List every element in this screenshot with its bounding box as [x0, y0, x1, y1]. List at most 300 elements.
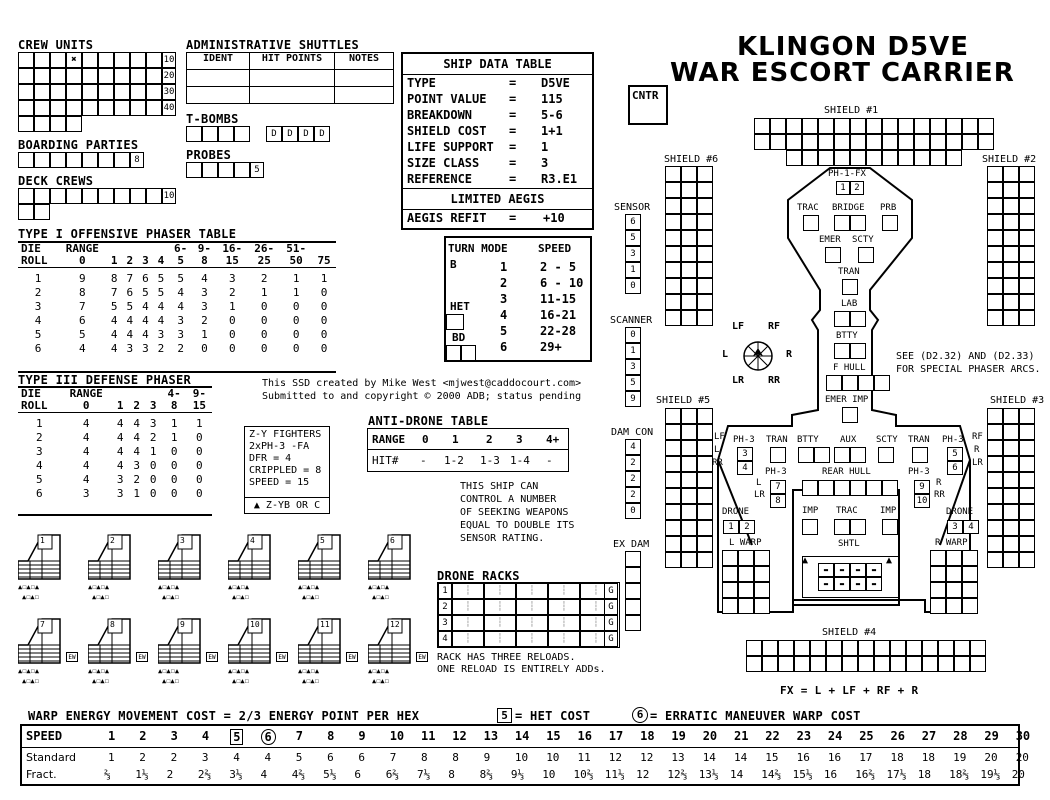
crew-unit-box[interactable] [18, 116, 34, 132]
shield-1-box[interactable] [786, 118, 802, 134]
crew-unit-box[interactable] [82, 100, 98, 116]
shield-1-box[interactable] [946, 134, 962, 150]
crew-unit-box[interactable] [34, 116, 50, 132]
deck-crew-box[interactable] [18, 204, 34, 220]
dummy-tbomb-box[interactable]: D [282, 126, 298, 142]
crew-unit-box[interactable] [66, 116, 82, 132]
lab-box[interactable] [834, 311, 850, 327]
shield-5-box[interactable] [681, 488, 697, 504]
lwarp-box[interactable] [754, 566, 770, 582]
shield-2-box[interactable] [1003, 262, 1019, 278]
crew-unit-box[interactable] [50, 84, 66, 100]
fhull-box[interactable] [826, 375, 842, 391]
shield-4-box[interactable] [954, 640, 970, 656]
crew-unit-box[interactable] [98, 84, 114, 100]
shield-5-box[interactable] [681, 456, 697, 472]
aux-box[interactable] [850, 447, 866, 463]
shield-2-box[interactable] [1003, 166, 1019, 182]
shield-1-box[interactable] [898, 118, 914, 134]
shield-2-box[interactable] [1003, 214, 1019, 230]
crew-unit-box[interactable] [18, 52, 34, 68]
drone-rack-slot[interactable]: ┆ [452, 599, 484, 615]
shield-4-box[interactable] [890, 640, 906, 656]
rwarp-box[interactable] [930, 582, 946, 598]
crew-unit-box[interactable] [34, 68, 50, 84]
exdam-track-box[interactable] [625, 615, 641, 631]
shield-2-box[interactable] [1019, 230, 1035, 246]
boarding-party-box[interactable] [50, 152, 66, 168]
shield-5-box[interactable] [681, 520, 697, 536]
shield-6-box[interactable] [665, 294, 681, 310]
shield-5-box[interactable] [665, 408, 681, 424]
deck-crew-box[interactable] [50, 188, 66, 204]
shield-1-box[interactable] [978, 134, 994, 150]
shield-2-box[interactable] [1019, 294, 1035, 310]
drone-rack-slot[interactable]: ┆ [516, 583, 548, 599]
bridge-box[interactable] [850, 215, 866, 231]
damcon-track-box[interactable]: 4 [625, 439, 641, 455]
crew-unit-box[interactable] [114, 100, 130, 116]
probe-launcher-box[interactable] [882, 215, 898, 231]
sensor-track-box[interactable]: 3 [625, 246, 641, 262]
scanner-track-box[interactable]: 3 [625, 359, 641, 375]
shield-4-box[interactable] [762, 656, 778, 672]
damcon-track-box[interactable]: 2 [625, 487, 641, 503]
crew-unit-box[interactable] [98, 68, 114, 84]
drone-rack-slot[interactable]: ┆ [548, 631, 580, 647]
drone-rack-slot[interactable]: ┆ [580, 599, 612, 615]
bd-box-2[interactable] [460, 345, 476, 361]
shield-4-box[interactable] [778, 640, 794, 656]
crew-unit-box[interactable] [146, 84, 162, 100]
crew-unit-box[interactable] [82, 52, 98, 68]
crew-unit-box[interactable] [82, 84, 98, 100]
shield-1-box[interactable] [882, 134, 898, 150]
boarding-party-box[interactable] [18, 152, 34, 168]
rear-hull-box[interactable] [802, 480, 818, 496]
drone-rack-slot[interactable]: ┆ [580, 615, 612, 631]
lwarp-box[interactable] [722, 550, 738, 566]
shield-4-box[interactable] [794, 656, 810, 672]
ph1-weapon[interactable]: 2 [850, 181, 864, 195]
crew-unit-box[interactable] [50, 52, 66, 68]
trac-aft-box[interactable] [834, 519, 850, 535]
shield-4-box[interactable] [970, 656, 986, 672]
shield-1-box[interactable] [802, 134, 818, 150]
shield-5-box[interactable] [665, 488, 681, 504]
ph3-weapon[interactable]: 9 [914, 480, 930, 494]
shield-4-box[interactable] [746, 656, 762, 672]
shield-3-box[interactable] [1003, 472, 1019, 488]
crew-unit-box[interactable] [146, 52, 162, 68]
shuttle-box[interactable]: ▬ [818, 563, 834, 577]
shield-4-box[interactable] [906, 640, 922, 656]
shield-3-box[interactable] [1019, 488, 1035, 504]
shield-4-box[interactable] [874, 656, 890, 672]
shield-5-box[interactable] [665, 552, 681, 568]
rwarp-box[interactable] [962, 566, 978, 582]
btty-aft-box[interactable] [814, 447, 830, 463]
shield-1-box[interactable] [786, 134, 802, 150]
drone-rack-slot[interactable]: ┆ [484, 615, 516, 631]
imp-box[interactable] [882, 519, 898, 535]
shield-1-box[interactable] [818, 118, 834, 134]
shield-6-box[interactable] [665, 198, 681, 214]
shield-2-box[interactable] [1019, 262, 1035, 278]
sensor-track-box[interactable]: 6 [625, 214, 641, 230]
shield-1-box[interactable] [962, 118, 978, 134]
shuttle-box[interactable]: ▬ [866, 563, 882, 577]
shield-1-box[interactable] [914, 118, 930, 134]
rwarp-box[interactable] [962, 550, 978, 566]
shield-3-box[interactable] [1003, 424, 1019, 440]
shield-5-box[interactable] [665, 456, 681, 472]
rwarp-box[interactable] [946, 566, 962, 582]
shield-2-box[interactable] [1003, 198, 1019, 214]
exdam-track-box[interactable] [625, 551, 641, 567]
crew-unit-box[interactable] [50, 100, 66, 116]
shield-4-box[interactable] [842, 640, 858, 656]
drone-rack-slot[interactable]: ┆ [516, 631, 548, 647]
rwarp-box[interactable] [930, 566, 946, 582]
rwarp-box[interactable] [946, 598, 962, 614]
lwarp-box[interactable] [738, 550, 754, 566]
dummy-tbomb-box[interactable]: D [298, 126, 314, 142]
ph3-weapon[interactable]: 4 [737, 461, 753, 475]
btty-box[interactable] [850, 343, 866, 359]
drone-rack-slot[interactable]: ┆ [452, 615, 484, 631]
btty-box[interactable] [834, 343, 850, 359]
shield-2-box[interactable] [1003, 310, 1019, 326]
shield-3-box[interactable] [1019, 424, 1035, 440]
crew-unit-box[interactable] [66, 68, 82, 84]
shield-6-box[interactable] [665, 310, 681, 326]
sensor-track-box[interactable]: 5 [625, 230, 641, 246]
cntr-box[interactable]: CNTR [628, 85, 668, 125]
shield-4-box[interactable] [954, 656, 970, 672]
deck-crew-box[interactable] [146, 188, 162, 204]
fhull-box[interactable] [858, 375, 874, 391]
shield-3-box[interactable] [1003, 440, 1019, 456]
rear-hull-box[interactable] [882, 480, 898, 496]
shield-1-box[interactable] [930, 134, 946, 150]
crew-unit-box[interactable] [66, 100, 82, 116]
shield-5-box[interactable] [681, 424, 697, 440]
shield-4-box[interactable] [826, 640, 842, 656]
rwarp-box[interactable] [962, 598, 978, 614]
lwarp-box[interactable] [738, 582, 754, 598]
crew-unit-box[interactable] [98, 100, 114, 116]
admin-row[interactable] [187, 70, 393, 87]
drone-rack-slot[interactable]: ┆ [580, 583, 612, 599]
ph3-weapon[interactable]: 6 [947, 461, 963, 475]
sensor-track-box[interactable]: 1 [625, 262, 641, 278]
shield-4-box[interactable] [810, 640, 826, 656]
shield-2-box[interactable] [1019, 310, 1035, 326]
shield-3-box[interactable] [1019, 408, 1035, 424]
shield-4-box[interactable] [938, 640, 954, 656]
crew-unit-box[interactable] [50, 116, 66, 132]
scanner-track-box[interactable]: 0 [625, 327, 641, 343]
shield-4-box[interactable] [794, 640, 810, 656]
crew-unit-box[interactable] [130, 100, 146, 116]
shield-3-box[interactable] [1019, 456, 1035, 472]
crew-unit-box[interactable] [130, 68, 146, 84]
trac-aft-box[interactable] [850, 519, 866, 535]
shield-6-box[interactable] [681, 214, 697, 230]
shield-4-box[interactable] [778, 656, 794, 672]
shield-4-box[interactable] [970, 640, 986, 656]
shield-6-box[interactable] [665, 230, 681, 246]
shield-2-box[interactable] [1019, 182, 1035, 198]
rwarp-box[interactable] [962, 582, 978, 598]
shield-2-box[interactable] [1003, 182, 1019, 198]
exdam-track-box[interactable] [625, 599, 641, 615]
crew-unit-box[interactable]: ✖ [66, 52, 82, 68]
tran-aft2-box[interactable] [912, 447, 928, 463]
shield-2-box[interactable] [1003, 230, 1019, 246]
shield-3-box[interactable] [1019, 520, 1035, 536]
shield-1-box[interactable] [866, 118, 882, 134]
drone-rack-slot[interactable]: ┆ [484, 599, 516, 615]
shield-6-box[interactable] [681, 294, 697, 310]
deck-crew-box[interactable] [18, 188, 34, 204]
shield-1-box[interactable] [866, 134, 882, 150]
lwarp-box[interactable] [738, 598, 754, 614]
exdam-track-box[interactable] [625, 583, 641, 599]
probe-box[interactable] [218, 162, 234, 178]
rwarp-box[interactable] [930, 598, 946, 614]
tbomb-box[interactable] [218, 126, 234, 142]
crew-unit-box[interactable] [130, 84, 146, 100]
drone-rack-slot[interactable]: ┆ [548, 583, 580, 599]
drone-rack-slot[interactable]: ┆ [452, 631, 484, 647]
lwarp-box[interactable] [722, 566, 738, 582]
crew-unit-box[interactable] [146, 68, 162, 84]
damcon-track-box[interactable]: 2 [625, 471, 641, 487]
exdam-track-box[interactable] [625, 567, 641, 583]
shield-4-box[interactable] [874, 640, 890, 656]
fhull-box[interactable] [842, 375, 858, 391]
shield-1-box[interactable] [754, 118, 770, 134]
shield-1-box[interactable] [978, 118, 994, 134]
shield-3-box[interactable] [1003, 552, 1019, 568]
shield-6-box[interactable] [681, 166, 697, 182]
shield-4-box[interactable] [826, 656, 842, 672]
crew-unit-box[interactable] [50, 68, 66, 84]
shield-5-box[interactable] [665, 472, 681, 488]
crew-unit-box[interactable] [114, 84, 130, 100]
shield-1-box[interactable] [962, 134, 978, 150]
deck-crew-box[interactable] [114, 188, 130, 204]
crew-unit-box[interactable] [18, 100, 34, 116]
shield-3-box[interactable] [1019, 552, 1035, 568]
shield-3-box[interactable] [1003, 408, 1019, 424]
drone-rack[interactable]: 2 [739, 520, 755, 534]
boarding-party-box[interactable] [82, 152, 98, 168]
shield-1-box[interactable] [754, 134, 770, 150]
shield-1-box[interactable] [898, 134, 914, 150]
drone-rack[interactable]: 1 [723, 520, 739, 534]
scanner-track-box[interactable]: 1 [625, 343, 641, 359]
shield-1-box[interactable] [882, 118, 898, 134]
shield-1-box[interactable] [770, 134, 786, 150]
boarding-party-box[interactable] [34, 152, 50, 168]
shield-6-box[interactable] [681, 230, 697, 246]
shield-6-box[interactable] [665, 182, 681, 198]
shuttle-box[interactable]: ▬ [818, 577, 834, 591]
shield-5-box[interactable] [665, 536, 681, 552]
shield-3-box[interactable] [1003, 504, 1019, 520]
shield-6-box[interactable] [681, 246, 697, 262]
deck-crew-box[interactable] [82, 188, 98, 204]
shield-5-box[interactable] [665, 520, 681, 536]
boarding-party-box[interactable] [66, 152, 82, 168]
shield-5-box[interactable] [665, 504, 681, 520]
shield-2-box[interactable] [1019, 278, 1035, 294]
crew-unit-box[interactable] [18, 84, 34, 100]
ph3-weapon[interactable]: 3 [737, 447, 753, 461]
shuttle-box[interactable]: ▬ [834, 563, 850, 577]
shield-6-box[interactable] [681, 310, 697, 326]
imp-box[interactable] [802, 519, 818, 535]
drone-rack-slot[interactable]: ┆ [548, 599, 580, 615]
shield-4-box[interactable] [858, 656, 874, 672]
boarding-party-box[interactable] [98, 152, 114, 168]
drone-rack[interactable]: 4 [963, 520, 979, 534]
rwarp-box[interactable] [930, 550, 946, 566]
shield-4-box[interactable] [938, 656, 954, 672]
dummy-tbomb-box[interactable]: D [314, 126, 330, 142]
shield-6-box[interactable] [681, 198, 697, 214]
lwarp-box[interactable] [754, 582, 770, 598]
deck-crew-box[interactable] [34, 204, 50, 220]
crew-unit-box[interactable] [34, 52, 50, 68]
deck-crew-box[interactable] [34, 188, 50, 204]
shield-5-box[interactable] [665, 440, 681, 456]
shield-1-box[interactable] [930, 118, 946, 134]
emer-box[interactable] [825, 247, 841, 263]
sensor-track-box[interactable]: 0 [625, 278, 641, 294]
shield-4-box[interactable] [922, 656, 938, 672]
shield-6-box[interactable] [665, 278, 681, 294]
shield-4-box[interactable] [842, 656, 858, 672]
rear-hull-box[interactable] [834, 480, 850, 496]
dummy-tbomb-box[interactable]: D [266, 126, 282, 142]
crew-unit-box[interactable] [18, 68, 34, 84]
lwarp-box[interactable] [722, 582, 738, 598]
rwarp-box[interactable] [946, 582, 962, 598]
shield-4-box[interactable] [922, 640, 938, 656]
shield-1-box[interactable] [834, 134, 850, 150]
shield-3-box[interactable] [1019, 536, 1035, 552]
shield-5-box[interactable] [681, 472, 697, 488]
shield-5-box[interactable] [665, 424, 681, 440]
damcon-track-box[interactable]: 0 [625, 503, 641, 519]
fhull-box[interactable] [874, 375, 890, 391]
crew-unit-box[interactable] [98, 52, 114, 68]
shield-6-box[interactable] [681, 182, 697, 198]
tbomb-box[interactable] [234, 126, 250, 142]
shuttle-box[interactable]: ▬ [866, 577, 882, 591]
damcon-track-box[interactable]: 2 [625, 455, 641, 471]
crew-unit-box[interactable] [34, 84, 50, 100]
shuttle-box[interactable]: ▬ [850, 563, 866, 577]
shield-4-box[interactable] [890, 656, 906, 672]
shield-6-box[interactable] [665, 166, 681, 182]
het-box[interactable] [446, 314, 464, 330]
shield-3-box[interactable] [1003, 488, 1019, 504]
lwarp-box[interactable] [738, 566, 754, 582]
shield-6-box[interactable] [681, 278, 697, 294]
shield-6-box[interactable] [665, 214, 681, 230]
shield-2-box[interactable] [1019, 166, 1035, 182]
lwarp-box[interactable] [754, 598, 770, 614]
crew-unit-box[interactable] [114, 52, 130, 68]
drone-rack[interactable]: 3 [947, 520, 963, 534]
scanner-track-box[interactable]: 5 [625, 375, 641, 391]
tbomb-box[interactable] [186, 126, 202, 142]
crew-unit-box[interactable] [66, 84, 82, 100]
shield-6-box[interactable] [665, 246, 681, 262]
shield-5-box[interactable] [681, 536, 697, 552]
shield-1-box[interactable] [914, 134, 930, 150]
deck-crew-box[interactable] [98, 188, 114, 204]
drone-rack-slot[interactable]: ┆ [516, 615, 548, 631]
ph3-weapon[interactable]: 10 [914, 494, 930, 508]
drone-rack-slot[interactable]: ┆ [484, 631, 516, 647]
shuttle-box[interactable]: ▬ [850, 577, 866, 591]
deck-crew-box[interactable] [66, 188, 82, 204]
shield-4-box[interactable] [906, 656, 922, 672]
rear-hull-box[interactable] [850, 480, 866, 496]
ph3-weapon[interactable]: 5 [947, 447, 963, 461]
shield-1-box[interactable] [850, 134, 866, 150]
shield-1-box[interactable] [850, 118, 866, 134]
shield-2-box[interactable] [1003, 246, 1019, 262]
drone-rack-slot[interactable]: ┆ [484, 583, 516, 599]
shield-2-box[interactable] [1019, 198, 1035, 214]
crew-unit-box[interactable] [34, 100, 50, 116]
scanner-track-box[interactable]: 9 [625, 391, 641, 407]
shield-6-box[interactable] [665, 262, 681, 278]
aux-box[interactable] [834, 447, 850, 463]
shield-4-box[interactable] [762, 640, 778, 656]
tran-aft-box[interactable] [770, 447, 786, 463]
shield-2-box[interactable] [1019, 246, 1035, 262]
ph3-weapon[interactable]: 7 [770, 480, 786, 494]
lab-box[interactable] [850, 311, 866, 327]
shield-5-box[interactable] [681, 408, 697, 424]
bridge-box[interactable] [834, 215, 850, 231]
scty-aft-box[interactable] [878, 447, 894, 463]
shield-5-box[interactable] [681, 552, 697, 568]
probe-box[interactable] [186, 162, 202, 178]
ph1-weapon[interactable]: 1 [836, 181, 850, 195]
shield-3-box[interactable] [1019, 472, 1035, 488]
rear-hull-box[interactable] [866, 480, 882, 496]
tran-box[interactable] [842, 279, 858, 295]
tbomb-box[interactable] [202, 126, 218, 142]
shield-1-box[interactable] [770, 118, 786, 134]
drone-rack-slot[interactable]: ┆ [548, 615, 580, 631]
shuttle-box[interactable]: ▬ [834, 577, 850, 591]
rear-hull-box[interactable] [818, 480, 834, 496]
ph3-weapon[interactable]: 8 [770, 494, 786, 508]
emer-imp-box[interactable] [842, 407, 858, 423]
probe-box[interactable] [234, 162, 250, 178]
shield-1-box[interactable] [946, 118, 962, 134]
